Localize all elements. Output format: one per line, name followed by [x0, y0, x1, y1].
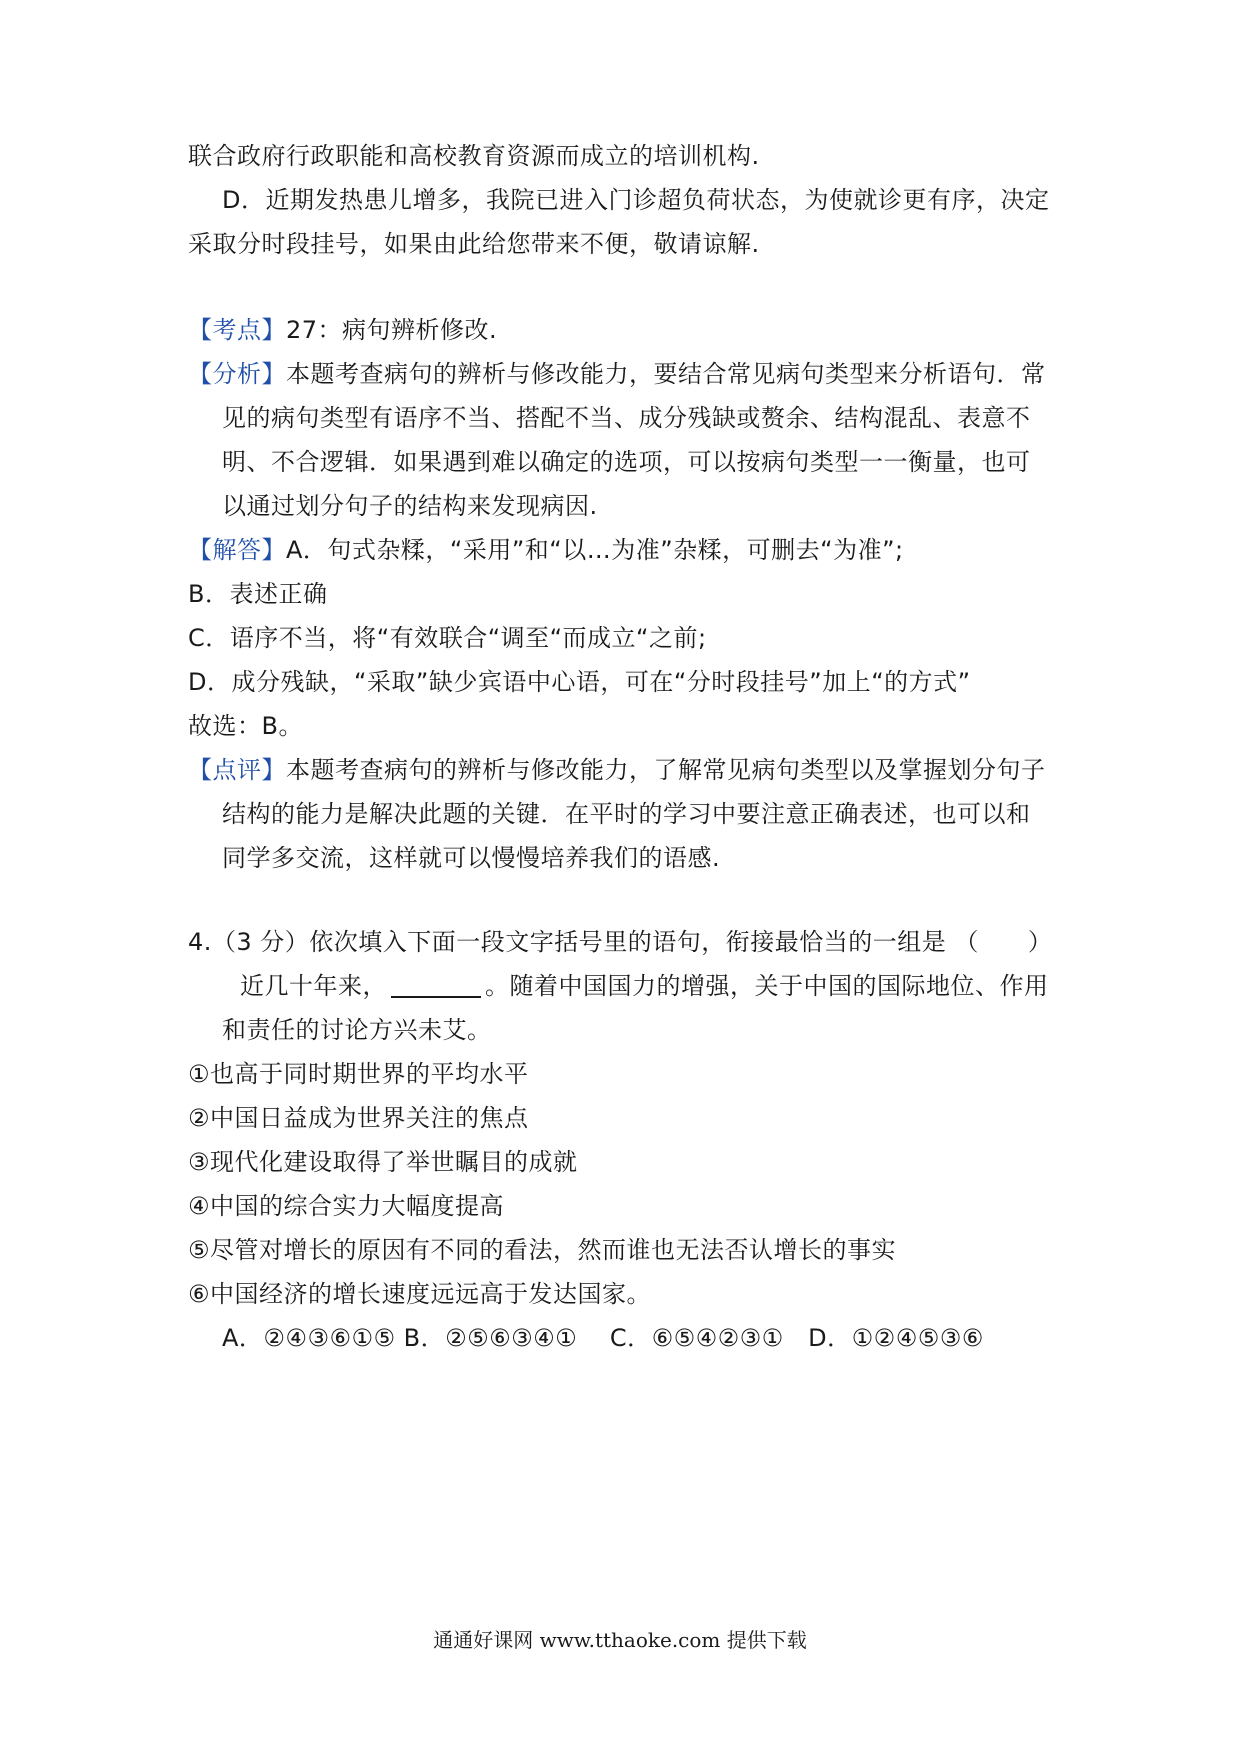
q4-item-6: ⑥中国经济的增长速度远远高于发达国家。	[188, 1280, 652, 1308]
fenxi-line1: 本题考查病句的辨析与修改能力，要结合常见病句类型来分析语句．常	[286, 360, 1046, 388]
page-footer: 通通好课网 www.tthaoke.com 提供下载	[433, 1628, 807, 1652]
q3-option-d-line1: D．近期发热患儿增多，我院已进入门诊超负荷状态，为使就诊更有序，决定	[222, 186, 1050, 214]
q4-options: A．②④③⑥①⑤ B．②⑤⑥③④① C．⑥⑤④②③① D．①②④⑤③⑥	[222, 1324, 984, 1352]
kaodian-row	[188, 314, 497, 346]
q4-passage-before: 近几十年来，	[240, 972, 387, 1000]
q4-item-2: ②中国日益成为世界关注的焦点	[188, 1104, 529, 1132]
jieda-a: A．句式杂糅，“采用”和“以…为准”杂糅，可删去“为准”;	[286, 536, 904, 564]
q4-item-5: ⑤尽管对增长的原因有不同的看法，然而谁也无法否认增长的事实	[188, 1236, 897, 1264]
jieda-c: C．语序不当，将“有效联合“调至“而成立“之前;	[188, 624, 707, 652]
dianping-line3: 同学多交流，这样就可以慢慢培养我们的语感.	[222, 844, 721, 872]
dianping-line2: 结构的能力是解决此题的关键．在平时的学习中要注意正确表述，也可以和	[222, 800, 1031, 828]
dianping-line1: 本题考查病句的辨析与修改能力，了解常见病句类型以及掌握划分句子	[286, 756, 1046, 784]
guxuan: 故选：B。	[188, 712, 303, 740]
dianping-row	[188, 754, 1046, 786]
q4-passage-line1	[240, 970, 1049, 1002]
q4-passage-line2: 和责任的讨论方兴未艾。	[222, 1016, 492, 1044]
fenxi-line4: 以通过划分句子的结构来发现病因.	[222, 492, 598, 520]
fenxi-line3: 明、不合逻辑．如果遇到难以确定的选项，可以按病句类型一一衡量，也可	[222, 448, 1031, 476]
q4-passage-after: 。随着中国国力的增强，关于中国的国际地位、作用	[485, 972, 1049, 1000]
kaodian-tag: 【考点】	[188, 316, 286, 344]
fenxi-line2: 见的病句类型有语序不当、搭配不当、成分残缺或赘余、结构混乱、表意不	[222, 404, 1031, 432]
fill-in-blank	[391, 974, 481, 998]
q3-option-c-continuation: 联合政府行政职能和高校教育资源而成立的培训机构.	[188, 142, 760, 170]
jieda-b: B．表述正确	[188, 580, 328, 608]
jieda-tag: 【解答】	[188, 536, 286, 564]
jieda-d: D．成分残缺，“采取”缺少宾语中心语，可在“分时段挂号”加上“的方式”	[188, 668, 971, 696]
fenxi-tag: 【分析】	[188, 360, 286, 388]
fenxi-row	[188, 358, 1046, 390]
jieda-row	[188, 534, 904, 566]
q4-stem: 4.（3 分）依次填入下面一段文字括号里的语句，衔接最恰当的一组是 （ ）	[188, 928, 1053, 956]
kaodian-text: 27：病句辨析修改.	[286, 316, 498, 344]
q4-item-3: ③现代化建设取得了举世瞩目的成就	[188, 1148, 578, 1176]
q4-item-1: ①也高于同时期世界的平均水平	[188, 1060, 529, 1088]
dianping-tag: 【点评】	[188, 756, 286, 784]
q4-item-4: ④中国的综合实力大幅度提高	[188, 1192, 505, 1220]
q3-option-d-line2: 采取分时段挂号，如果由此给您带来不便，敬请谅解.	[188, 230, 760, 258]
